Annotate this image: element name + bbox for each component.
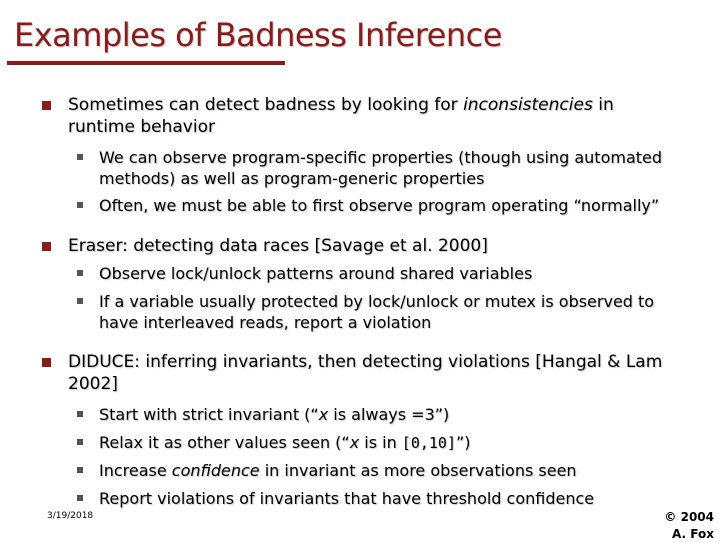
bullet-text-pre: Sometimes can detect badness by looking for [68, 95, 464, 115]
square-sub-bullet-icon [77, 411, 83, 417]
sub-bullet-emphasis: x [349, 433, 360, 452]
sub-bullet-text: Often, we must be able to first observe program operating “normally” [99, 196, 660, 215]
sub-bullet-text-a: Start with strict invariant (“ [99, 405, 319, 424]
bullet-inconsistencies [68, 94, 668, 138]
sub-bullet-text-c: ”) [455, 433, 471, 452]
sub-bullet-emphasis: x [318, 405, 329, 424]
slide-title: Examples of Badness Inference [14, 16, 502, 54]
sub-bullet-text: Observe lock/unlock patterns around shared variables [99, 264, 533, 283]
bullet-eraser [68, 235, 668, 257]
sub-bullet-text-a: Increase [99, 461, 172, 480]
copyright [664, 509, 714, 543]
bullet-text: Eraser: detecting data races [Savage et al. 2000] [68, 236, 488, 256]
square-bullet-icon [42, 358, 51, 367]
sub-bullet-text-b: is always =3”) [328, 405, 450, 424]
sub-bullet-observe-normally [99, 195, 689, 216]
square-sub-bullet-icon [77, 439, 83, 445]
sub-bullet-report-violation [99, 291, 689, 333]
sub-bullet-text-a: Report violations of invariants that have threshold confidence [99, 489, 595, 508]
sub-bullet-text: If a variable usually protected by lock/unlock or mutex is observed to have interleaved reads, report a violation [99, 292, 655, 332]
bullet-diduce [68, 351, 668, 395]
title-underline [7, 61, 285, 65]
slide-date: 3/19/2018 [47, 511, 94, 521]
copyright-line-1: © 2004 [664, 510, 714, 524]
bullet-text: DIDUCE: inferring invariants, then detecting violations [Hangal & Lam 2002] [68, 352, 663, 394]
square-sub-bullet-icon [77, 270, 83, 276]
square-sub-bullet-icon [77, 202, 83, 208]
sub-bullet-text-b: in invariant as more observations seen [259, 461, 577, 480]
sub-bullet-report-violations [99, 488, 689, 509]
sub-bullet-text-a: Relax it as other values seen (“ [99, 433, 350, 452]
square-sub-bullet-icon [77, 467, 83, 473]
square-sub-bullet-icon [77, 154, 83, 160]
square-bullet-icon [42, 242, 51, 251]
bullet-text-emphasis: inconsistencies [463, 95, 593, 115]
bullet-text-post: in runtime behavior [68, 95, 614, 137]
square-sub-bullet-icon [77, 298, 83, 304]
sub-bullet-code: [0,10] [401, 434, 456, 452]
sub-bullet-strict-invariant [99, 404, 689, 425]
sub-bullet-text-b: is in [359, 433, 402, 452]
sub-bullet-relax-invariant [99, 432, 689, 454]
sub-bullet-text: We can observe program-specific properties (though using automated methods) as well as program-generic properties [99, 148, 663, 188]
square-sub-bullet-icon [77, 495, 83, 501]
sub-bullet-emphasis: confidence [171, 461, 260, 480]
sub-bullet-increase-confidence [99, 460, 689, 481]
sub-bullet-observe-properties [99, 147, 689, 189]
sub-bullet-lock-patterns [99, 263, 689, 284]
copyright-line-2: A. Fox [672, 527, 714, 541]
square-bullet-icon [42, 101, 51, 110]
